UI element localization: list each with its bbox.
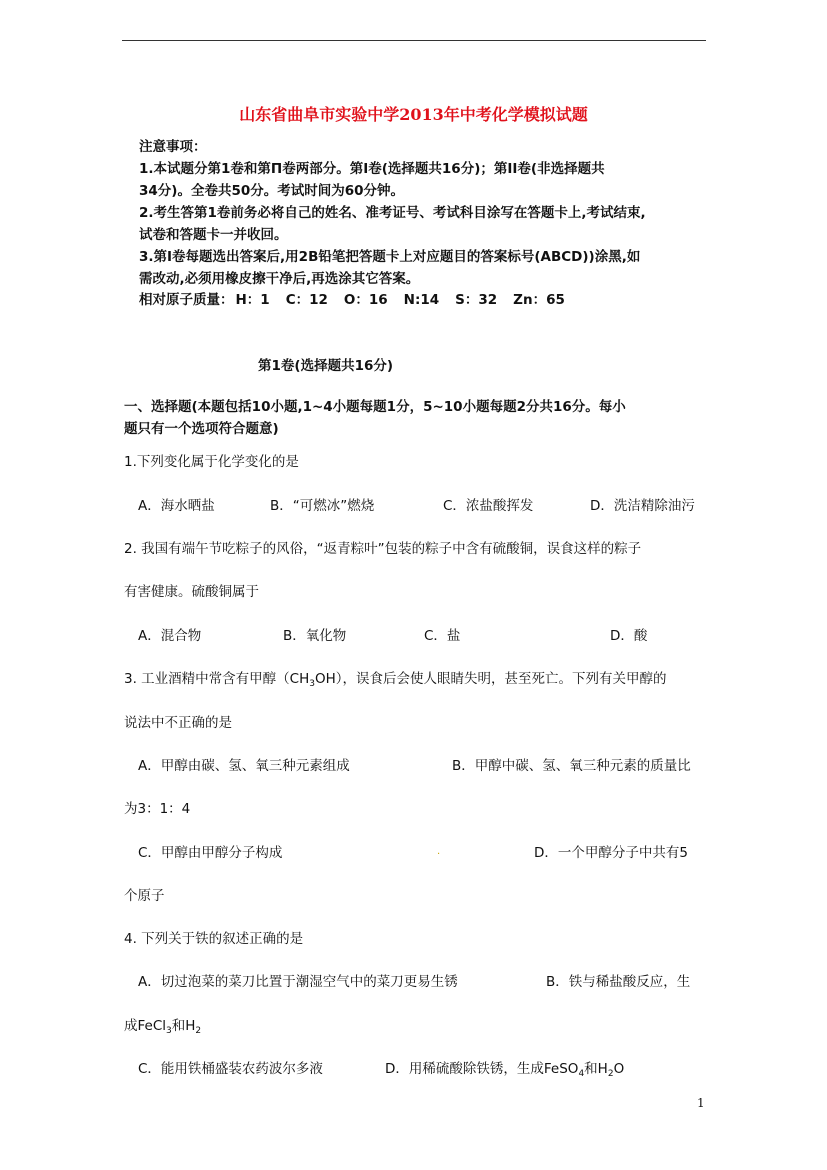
- notice-line: 1.本试题分第1卷和第Π卷两部分。第Ⅰ卷(选择题共16分)；第ⅠⅠ卷(非选择题共: [139, 161, 605, 177]
- stray-dot: .: [437, 846, 441, 857]
- q3-option-c: C．甲醇由甲醇分子构成: [138, 845, 283, 861]
- atomic-mass-item: N:14: [403, 292, 440, 308]
- notice-line: 34分)。全卷共50分。考试时间为60分钟。: [139, 183, 405, 199]
- section-heading: [124, 396, 694, 440]
- atomic-mass-label: 相对原子质量：: [139, 292, 234, 308]
- q2-option-b: B．氧化物: [283, 628, 347, 644]
- q2-option-a: A．混合物: [138, 628, 202, 644]
- q3-stem-line2: 说法中不正确的是: [124, 715, 232, 731]
- q2-stem-line1: 2. 我国有端午节吃粽子的风俗，“返青粽叶”包装的粽子中含有硫酸铜，误食这样的粽子: [124, 541, 642, 557]
- notice-line: 试卷和答题卡一并收回。: [139, 227, 288, 243]
- header-rule: [122, 40, 706, 41]
- q4-option-c: C．能用铁桶盛装农药波尔多液: [138, 1061, 323, 1077]
- q1-stem: 1.下列变化属于化学变化的是: [124, 454, 299, 470]
- q3-option-a: A．甲醇由碳、氢、氧三种元素组成: [138, 758, 350, 774]
- notice-block: [139, 136, 699, 290]
- atomic-mass-item: C：12: [285, 292, 328, 308]
- q2-option-d: D．酸: [610, 628, 648, 644]
- page-number: 1: [697, 1096, 705, 1110]
- q3-option-d-continued: 个原子: [124, 888, 165, 904]
- q4-stem: 4. 下列关于铁的叙述正确的是: [124, 931, 304, 947]
- q2-option-c: C．盐: [424, 628, 461, 644]
- q1-option-a: A．海水晒盐: [138, 498, 215, 514]
- atomic-mass-item: H：1: [235, 292, 270, 308]
- q3-stem-line1: 3. 工业酒精中常含有甲醇$(CH_3OH)$，误食后会使人眼睛失明，甚至死亡。下列有关甲醇的: [124, 671, 667, 689]
- volume-title: 第1卷(选择题共16分): [258, 358, 394, 374]
- q3-option-b-continued: 为3：1：4: [124, 801, 191, 817]
- q2-stem-line2: 有害健康。硫酸铜属于: [124, 584, 259, 600]
- q1-option-c: C．浓盐酸挥发: [443, 498, 534, 514]
- q4-option-d: D．用稀硫酸除铁锈，生成FeSO$_4$和$H_2O$: [385, 1061, 625, 1079]
- q1-option-d: D．洗洁精除油污: [590, 498, 695, 514]
- q4-option-a: A．切过泡菜的菜刀比置于潮湿空气中的菜刀更易生锈: [138, 974, 458, 990]
- exam-title: 山东省曲阜市实验中学2013年中考化学模拟试题: [239, 105, 588, 124]
- section-line: 题只有一个选项符合题意): [124, 421, 279, 437]
- section-line: 一、选择题(本题包括10小题,1~4小题每题1分，5~10小题每题2分共16分。每小: [124, 399, 626, 415]
- q3-option-b: B．甲醇中碳、氢、氧三种元素的质量比: [452, 758, 691, 774]
- atomic-mass-item: S：32: [455, 292, 498, 308]
- atomic-mass-item: O：16: [343, 292, 388, 308]
- notice-line: 3.第Ⅰ卷每题选出答案后,用2B铅笔把答题卡上对应题目的答案标号(ABCD))涂黑,如: [139, 249, 641, 265]
- q4-option-b-continued: 成FeCl$_3$和$H_2$: [124, 1018, 202, 1036]
- atomic-mass-line: [139, 288, 581, 308]
- q3-option-d: D．一个甲醇分子中共有5: [534, 845, 688, 861]
- notice-heading: 注意事项：: [139, 139, 207, 155]
- q1-option-b: B．“可燃冰”燃烧: [270, 498, 375, 514]
- q4-option-b: B．铁与稀盐酸反应，生: [546, 974, 691, 990]
- notice-line: 需改动,必须用橡皮擦干净后,再选涂其它答案。: [139, 271, 420, 287]
- notice-line: 2.考生答第1卷前务必将自己的姓名、准考证号、考试科目涂写在答题卡上,考试结束,: [139, 205, 646, 221]
- atomic-mass-item: Zn：65: [513, 292, 565, 308]
